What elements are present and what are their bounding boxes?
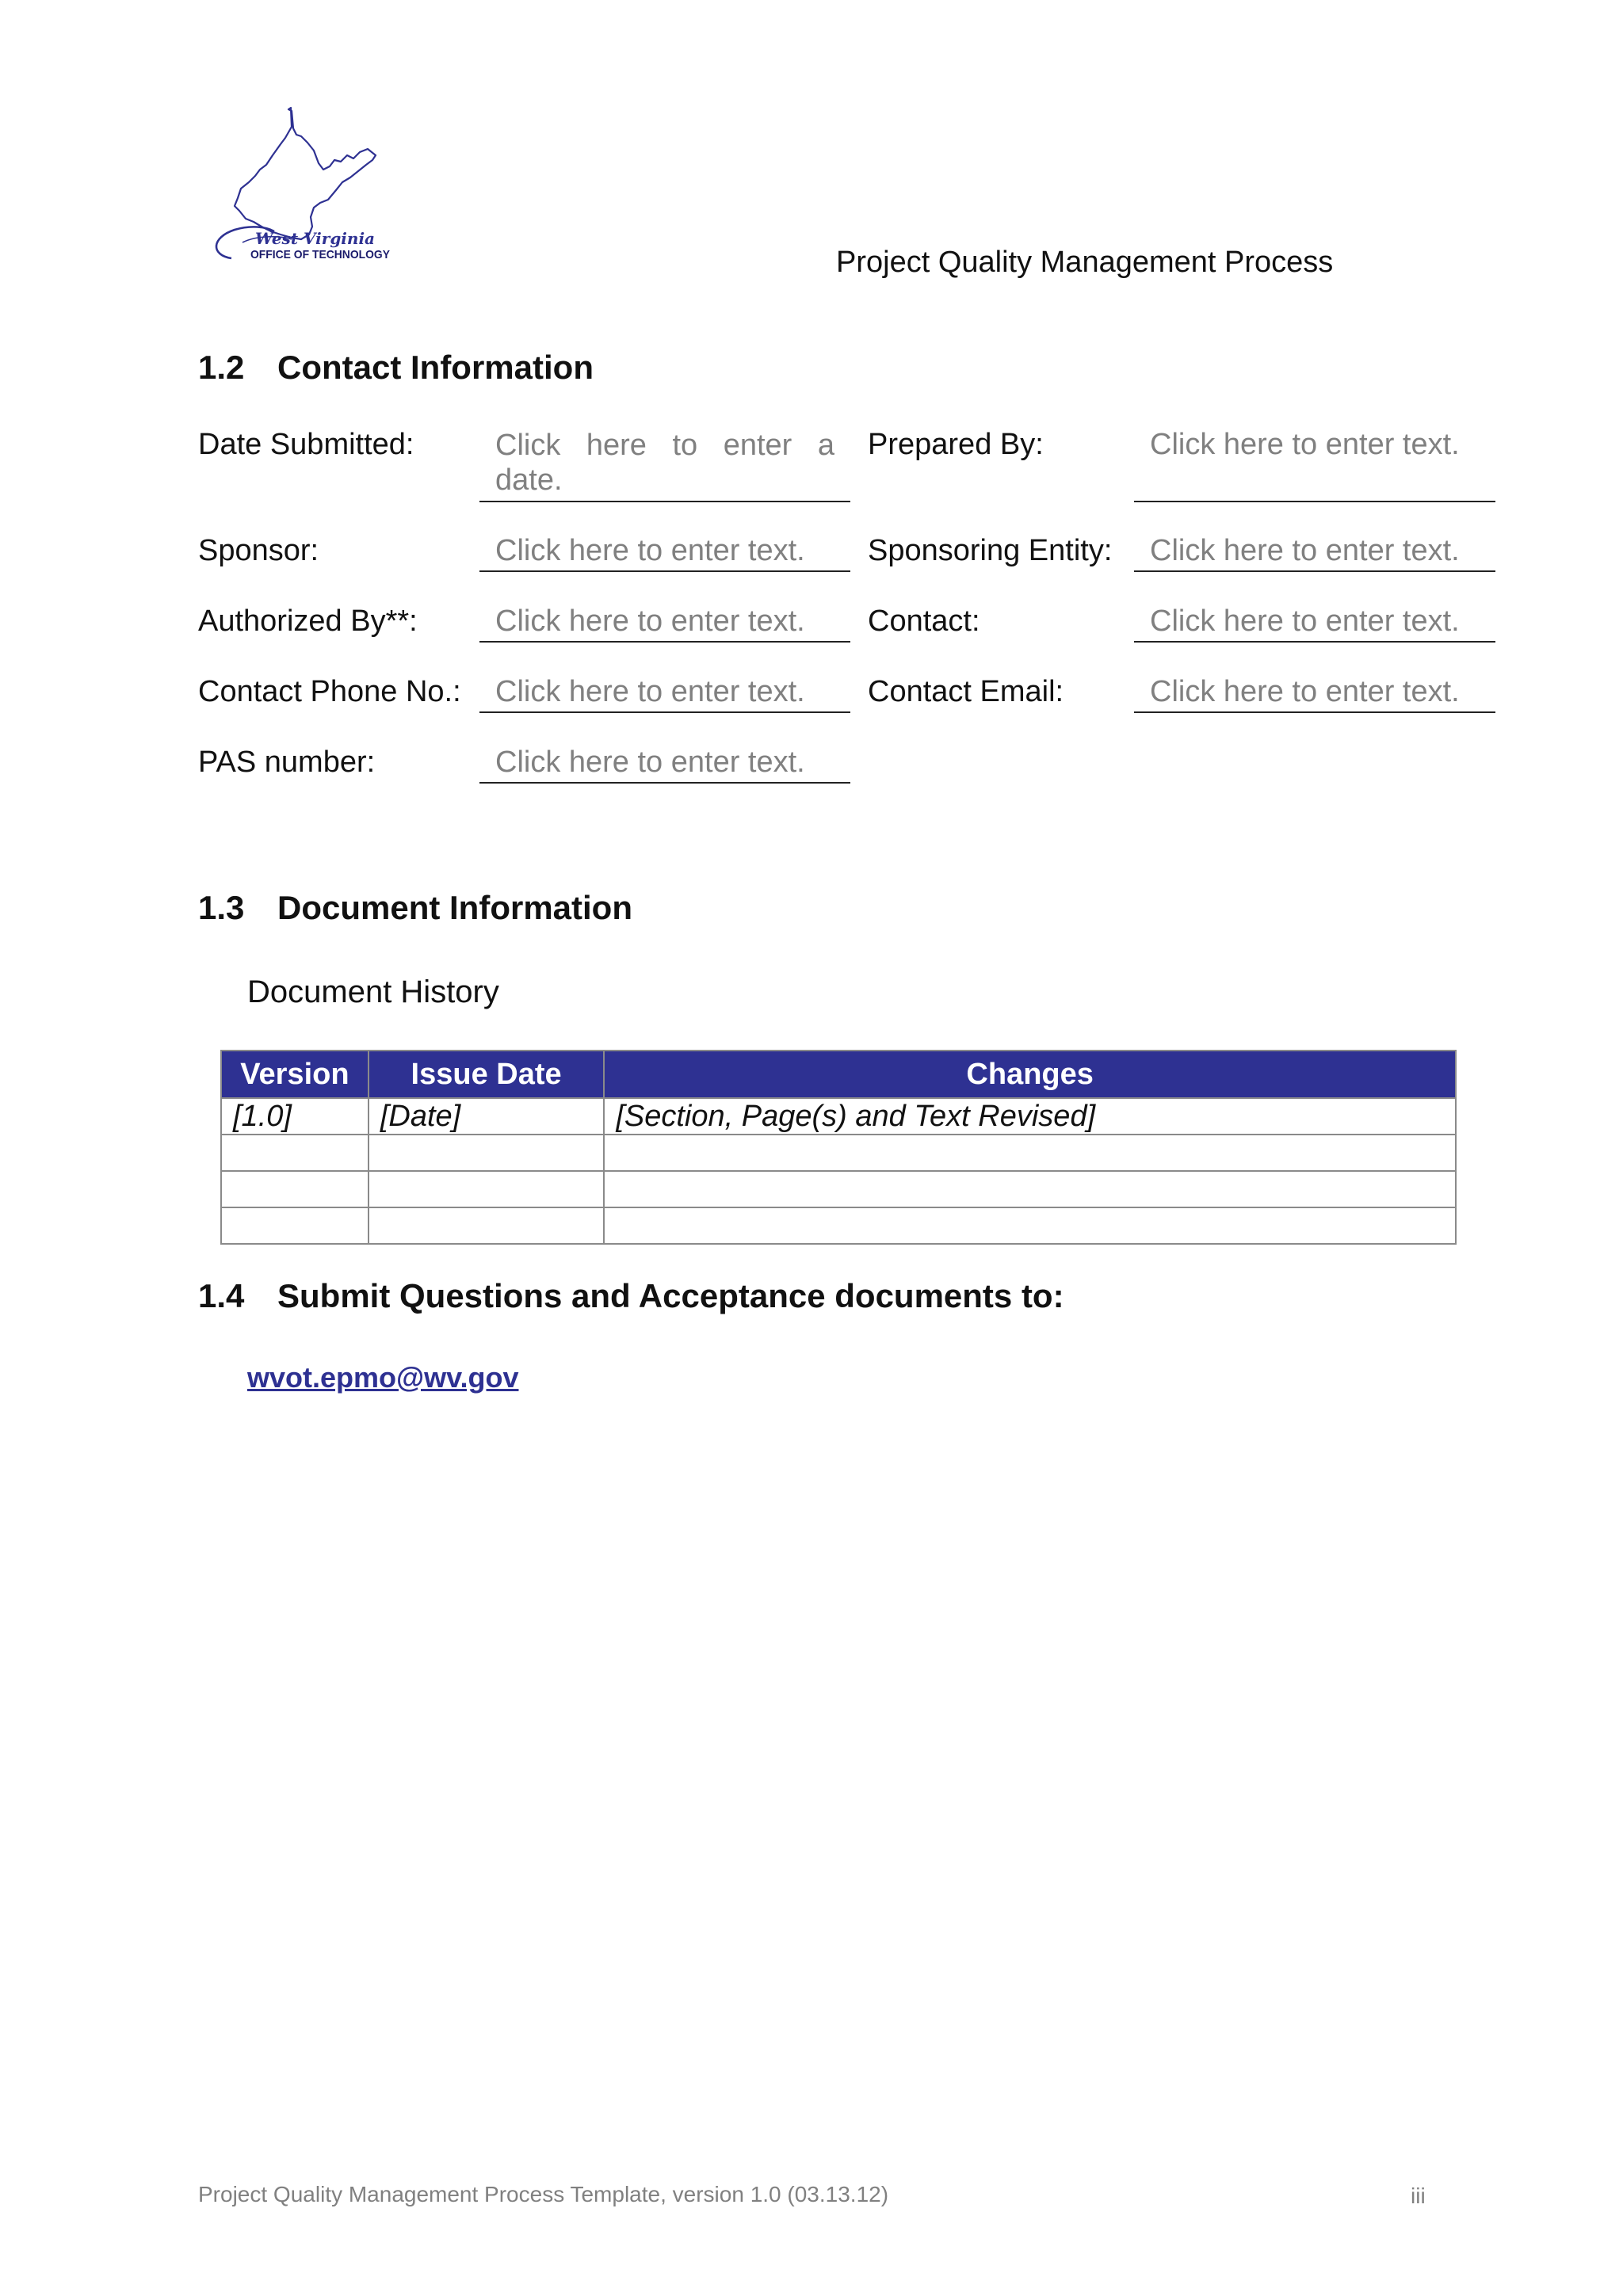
pas-number-field[interactable]: Click here to enter text. xyxy=(479,746,850,784)
document-history-table xyxy=(220,1050,1457,1245)
section-number: 1.4 xyxy=(198,1277,245,1314)
contact-label: Contact: xyxy=(868,605,980,638)
footer-template-version: Project Quality Management Process Template, version 1.0 (03.13.12) xyxy=(198,2182,889,2206)
cell-version[interactable] xyxy=(221,1171,369,1207)
cell-issue-date[interactable] xyxy=(369,1135,604,1171)
contact-email-label: Contact Email: xyxy=(868,675,1064,708)
section-heading-contact xyxy=(198,349,594,387)
date-submitted-placeholder-line1: Click here to enter a xyxy=(495,429,834,462)
cell-version[interactable] xyxy=(221,1135,369,1171)
date-submitted-placeholder-line2: date. xyxy=(495,463,563,497)
sponsoring-entity-field[interactable]: Click here to enter text. xyxy=(1134,534,1495,572)
table-row xyxy=(221,1207,1456,1244)
cell-changes[interactable] xyxy=(604,1171,1456,1207)
cell-changes[interactable]: [Section, Page(s) and Text Revised] xyxy=(604,1098,1456,1135)
table-row xyxy=(221,1171,1456,1207)
logo-org-text: OFFICE OF TECHNOLOGY xyxy=(250,248,390,261)
cell-changes[interactable] xyxy=(604,1207,1456,1244)
west-virginia-office-of-technology-logo xyxy=(203,103,393,271)
sponsoring-entity-label: Sponsoring Entity: xyxy=(868,534,1113,567)
cell-changes[interactable] xyxy=(604,1135,1456,1171)
contact-phone-field[interactable]: Click here to enter text. xyxy=(479,675,850,713)
table-row xyxy=(221,1135,1456,1171)
section-number: 1.2 xyxy=(198,349,245,386)
authorized-by-field[interactable]: Click here to enter text. xyxy=(479,605,850,643)
authorized-by-label: Authorized By**: xyxy=(198,605,418,638)
document-history-title: Document History xyxy=(247,974,499,1009)
logo-script-text: West Virginia xyxy=(255,229,375,248)
column-header-version: Version xyxy=(221,1051,369,1098)
contact-field[interactable]: Click here to enter text. xyxy=(1134,605,1495,643)
table-header-row xyxy=(221,1051,1456,1098)
contact-phone-label: Contact Phone No.: xyxy=(198,675,461,708)
section-title: Contact Information xyxy=(277,349,594,386)
footer-page-number: iii xyxy=(1411,2183,1426,2208)
sponsor-field[interactable]: Click here to enter text. xyxy=(479,534,850,572)
section-heading-document-info xyxy=(198,889,632,927)
section-title: Document Information xyxy=(277,889,632,926)
section-title: Submit Questions and Acceptance documents to: xyxy=(277,1277,1064,1314)
cell-issue-date[interactable] xyxy=(369,1171,604,1207)
prepared-by-field[interactable]: Click here to enter text. xyxy=(1134,428,1495,502)
prepared-by-label: Prepared By: xyxy=(868,428,1044,461)
pas-number-label: PAS number: xyxy=(198,746,376,779)
submit-email-link[interactable]: wvot.epmo@wv.gov xyxy=(247,1361,519,1394)
column-header-changes: Changes xyxy=(604,1051,1456,1098)
document-header-title: Project Quality Management Process xyxy=(836,246,1334,279)
section-heading-submit xyxy=(198,1277,1064,1315)
cell-issue-date[interactable]: [Date] xyxy=(369,1098,604,1135)
column-header-issue-date: Issue Date xyxy=(369,1051,604,1098)
cell-version[interactable] xyxy=(221,1207,369,1244)
date-submitted-label: Date Submitted: xyxy=(198,428,414,461)
table-row xyxy=(221,1098,1456,1135)
cell-version[interactable]: [1.0] xyxy=(221,1098,369,1135)
date-submitted-field[interactable] xyxy=(479,428,850,502)
sponsor-label: Sponsor: xyxy=(198,534,319,567)
cell-issue-date[interactable] xyxy=(369,1207,604,1244)
contact-email-field[interactable]: Click here to enter text. xyxy=(1134,675,1495,713)
section-number: 1.3 xyxy=(198,889,245,926)
